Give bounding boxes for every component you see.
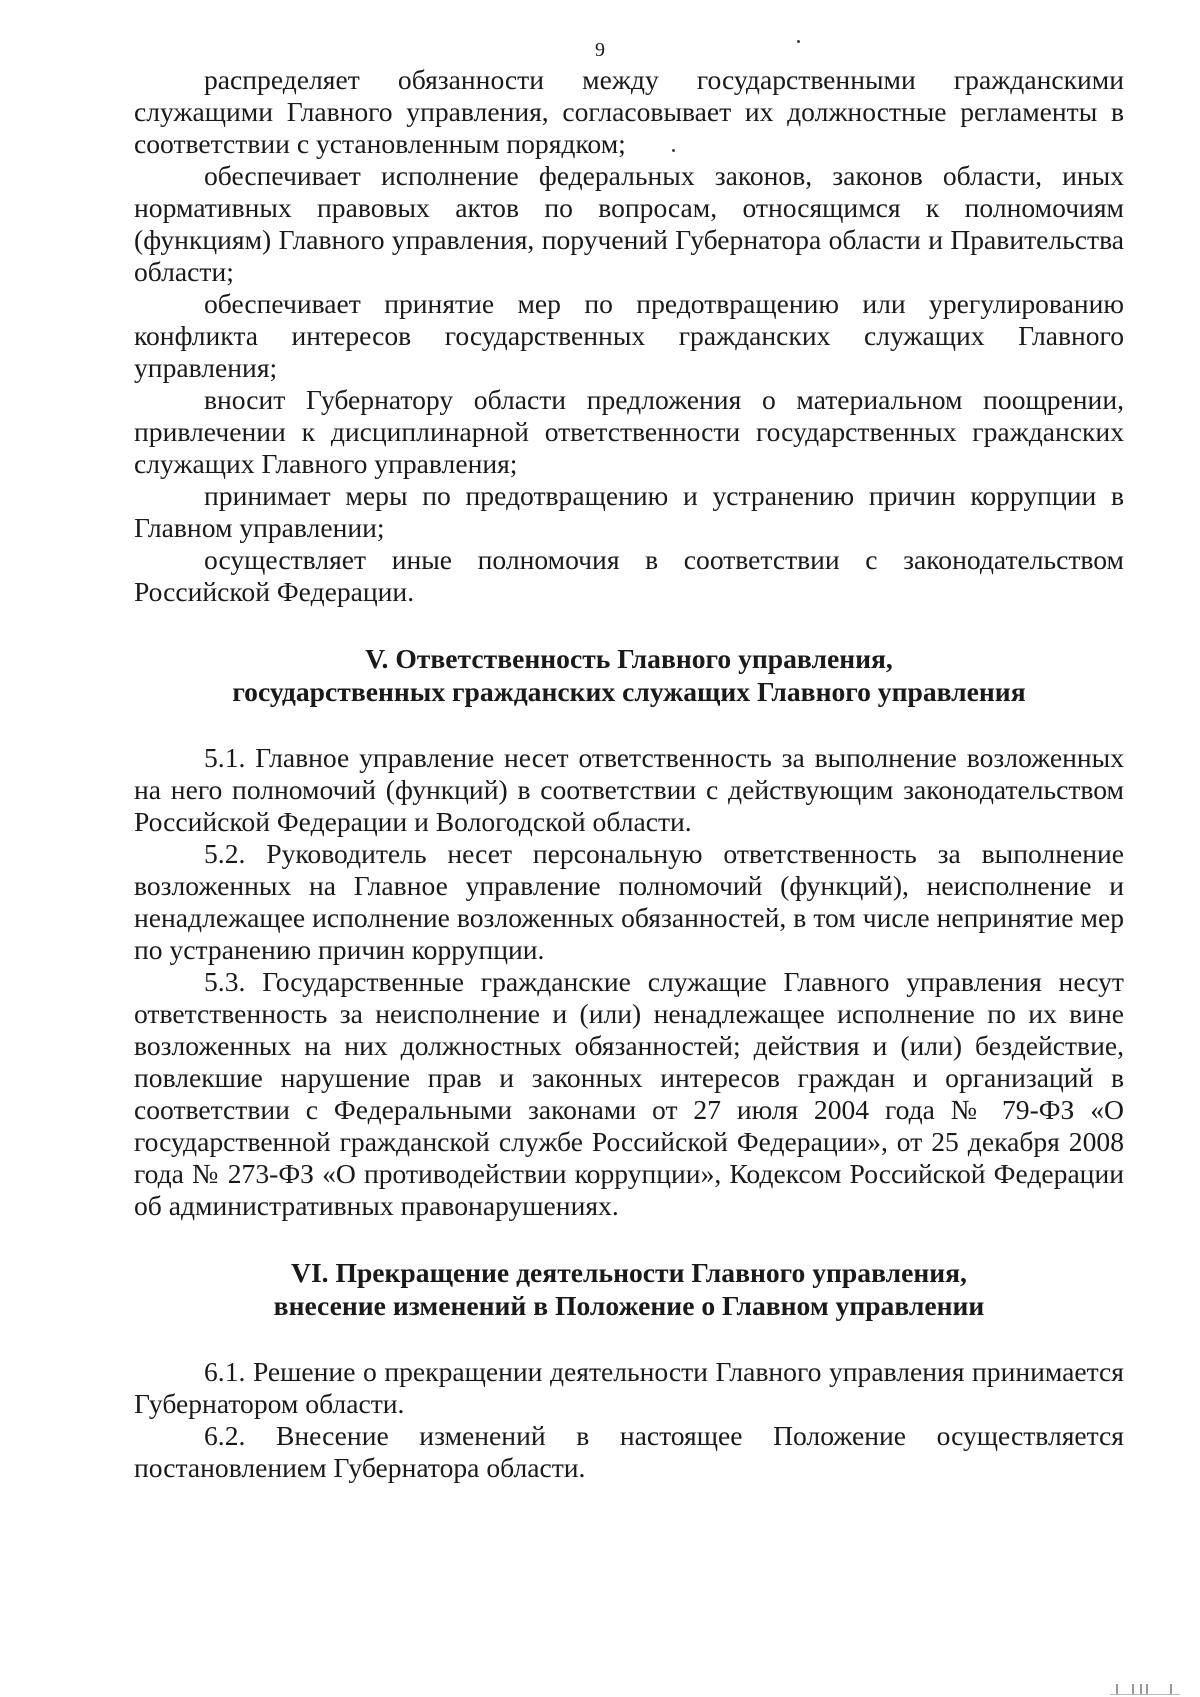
- paragraph-6-2: 6.2. Внесение изменений в настоящее Положение осуществляется постановлением Губернатора области.: [134, 1420, 1124, 1483]
- section-6-heading-line-2: внесение изменений в Положение о Главном управлении: [273, 1290, 985, 1321]
- section-6-heading-line-1: VI. Прекращение деятельности Главного управления,: [291, 1257, 967, 1288]
- section-6-heading: [134, 1256, 1124, 1322]
- paragraph-distribute-duties: распределяет обязанности между государственными гражданскими служащими Главного управления, согласовывает их должностные регламенты в соответствии с установленным порядком;: [134, 64, 1124, 159]
- paragraph-ensure-execution: обеспечивает исполнение федеральных законов, законов области, иных нормативных правовых актов по вопросам, относящимся к полномочиям (функциям) Главного управления, поручений Губернатора области и Правительства области;: [134, 160, 1124, 287]
- page-number: 9: [595, 39, 605, 61]
- scan-speck: [797, 40, 800, 43]
- paragraph-other-powers: осуществляет иные полномочия в соответствии с законодательством Российской Федерации.: [134, 544, 1124, 607]
- paragraph-5-2: 5.2. Руководитель несет персональную ответственность за выполнение возложенных на Главное управление полномочий (функций), неисполнение и ненадлежащее исполнение возложенных обязанностей, в том числе непринятие мер по устранению причин коррупции.: [134, 838, 1124, 965]
- document-body: [134, 64, 1124, 1484]
- section-5-heading-line-1: V. Ответственность Главного управления,: [365, 643, 893, 674]
- section-5-body: [134, 742, 1124, 1222]
- section-5-heading: [134, 642, 1124, 708]
- paragraph-proposals-to-governor: вносит Губернатору области предложения о материальном поощрении, привлечении к дисциплинарной ответственности государственных гражданских служащих Главного управления;: [134, 384, 1124, 479]
- paragraph-5-3: 5.3. Государственные гражданские служащие Главного управления несут ответственность за неисполнение и (или) ненадлежащее исполнение по их вине возложенных на них должностных обязанностей; действия и (или) бездействие, повлекшие нарушение прав и законных интересов граждан и организаций в соответствии с Федеральными законами от 27 июля 2004 года № 79-ФЗ «О государственной гражданской службе Российской Федерации», от 25 декабря 2008 года № 273-ФЗ «О противодействии коррупции», Кодексом Российской Федерации об административных правонарушениях.: [134, 966, 1124, 1221]
- scan-artifact: [1110, 1682, 1180, 1695]
- section-5-heading-line-2: государственных гражданских служащих Главного управления: [232, 676, 1026, 707]
- scan-speck: [672, 149, 675, 152]
- paragraph-5-1: 5.1. Главное управление несет ответственность за выполнение возложенных на него полномочий (функций) в соответствии с действующим законодательством Российской Федерации и Вологодской области.: [134, 742, 1124, 837]
- paragraph-conflict-of-interest: обеспечивает принятие мер по предотвращению или урегулированию конфликта интересов государственных гражданских служащих Главного управления;: [134, 288, 1124, 383]
- paragraph-6-1: 6.1. Решение о прекращении деятельности Главного управления принимается Губернатором области.: [134, 1356, 1124, 1419]
- paragraph-anti-corruption: принимает меры по предотвращению и устранению причин коррупции в Главном управлении;: [134, 480, 1124, 543]
- section-6-body: [134, 1356, 1124, 1484]
